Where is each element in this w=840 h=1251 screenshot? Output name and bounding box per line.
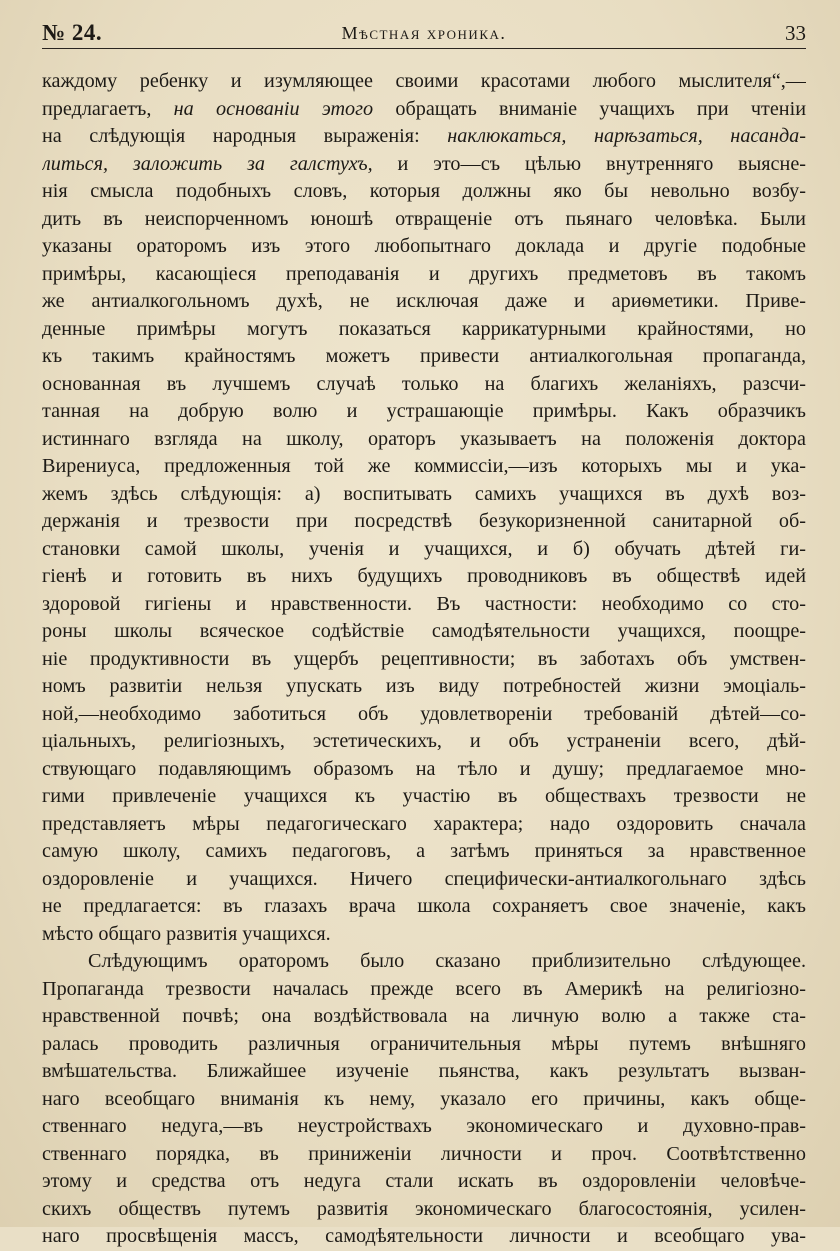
text-line <box>42 233 806 261</box>
text-segment: на слѣдующія народныя выраженія: <box>42 125 448 147</box>
text-line <box>42 206 806 234</box>
text-line <box>42 563 806 591</box>
text-segment: же антиалкогольномъ духѣ, не исключая даже и ариѳметики. Приве- <box>42 290 806 312</box>
text-line <box>42 921 806 949</box>
text-segment: Пропаганда трезвости началась прежде всего въ Америкѣ на религіозно- <box>42 977 806 1000</box>
text-segment: не предлагается: въ глазахъ врача школа сохраняетъ свое значеніе, какъ <box>42 895 806 917</box>
text-line <box>42 728 806 756</box>
text-segment: скихъ обществъ путемъ развитія экономическаго благосостоянія, усилен- <box>42 1197 806 1220</box>
text-line <box>42 96 806 124</box>
text-segment: мѣсто общаго развитія учащихся. <box>42 922 331 945</box>
text-line <box>42 618 806 646</box>
text-segment: номъ развитіи нельзя упускать изъ виду потребностей жизни эмоціаль- <box>42 675 806 697</box>
text-line <box>42 1031 806 1059</box>
text-line <box>42 1141 806 1169</box>
text-segment: самую школу, самихъ педагоговъ, а затѣмъ приняться за нравственное <box>42 840 806 862</box>
text-line <box>42 371 806 399</box>
text-line <box>42 783 806 811</box>
text-line <box>42 261 806 289</box>
text-segment: примѣры, касающіеся преподаванія и другихъ предметовъ въ такомъ <box>42 262 806 285</box>
text-segment: ной,—необходимо заботиться объ удовлетвореніи требованій дѣтей—со- <box>42 702 806 725</box>
text-line <box>42 1168 806 1196</box>
text-segment: представляетъ мѣры педагогическаго характера; надо оздоровить сначала <box>42 812 806 835</box>
text-line <box>42 646 806 674</box>
text-line <box>42 673 806 701</box>
text-line <box>42 1003 806 1031</box>
text-segment: обращать вниманіе учащихъ при чтеніи <box>373 97 806 120</box>
text-segment: оздоровленіе и учащихся. Ничего специфически-антиалкогольнаго здѣсь <box>42 867 806 890</box>
text-segment: вмѣшательства. Ближайшее изученіе пьянства, какъ результатъ вызван- <box>42 1060 806 1082</box>
text-segment: къ такимъ крайностямъ можетъ привести антиалкогольная пропаганда, <box>42 345 806 367</box>
text-line <box>42 178 806 206</box>
text-segment: Слѣдующимъ ораторомъ было сказано приблизительно слѣдующее. <box>88 950 806 972</box>
text-segment: роны школы всяческое содѣйствіе самодѣятельности учащихся, поощре- <box>42 620 806 642</box>
italic-segment: на основаніи этого <box>173 97 374 120</box>
text-segment: становки самой школы, ученія и учащихся, и б) обучать дѣтей ги- <box>42 537 806 560</box>
italic-segment: наклюкаться, нарѣзаться, насанда- <box>447 125 806 147</box>
text-line <box>42 481 806 509</box>
text-segment: указаны ораторомъ изъ этого любопытнаго доклада и другіе подобные <box>42 235 806 257</box>
text-line <box>42 426 806 454</box>
text-segment: денные примѣры могутъ показаться каррикатурными крайностями, но <box>42 317 806 340</box>
text-line <box>42 811 806 839</box>
running-header <box>42 18 806 49</box>
text-line <box>42 123 806 151</box>
text-segment: дить въ неиспорченномъ юношѣ отвращеніе отъ пьянаго человѣка. Были <box>42 207 806 230</box>
text-segment: Вирениуса, предложенныя той же коммиссіи,—изъ которыхъ мы и ука- <box>42 455 806 477</box>
text-line <box>42 866 806 894</box>
text-line <box>42 508 806 536</box>
article-body <box>42 68 806 1251</box>
italic-segment: литься, заложить за галстухъ, <box>42 152 373 175</box>
text-segment: этому и средства отъ недуга стали искать въ оздоровленіи человѣче- <box>42 1170 806 1192</box>
text-segment: жемъ здѣсь слѣдующія: а) воспитывать самихъ учащихся въ духѣ воз- <box>42 482 806 505</box>
text-line <box>42 701 806 729</box>
page-number: 33 <box>785 21 806 45</box>
text-line <box>42 838 806 866</box>
text-line <box>42 1113 806 1141</box>
text-line <box>42 316 806 344</box>
text-segment: каждому ребенку и изумляющее своими красотами любого мыслителя“,— <box>42 70 806 92</box>
text-line <box>42 68 806 96</box>
text-line <box>42 343 806 371</box>
text-line <box>42 398 806 426</box>
text-segment: гими привлеченіе учащихся къ участію въ обществахъ трезвости не <box>42 785 806 807</box>
text-segment: ственнаго порядка, въ приниженіи личности и проч. Соотвѣтственно <box>42 1142 806 1165</box>
text-segment: гіенѣ и готовить въ нихъ будущихъ проводниковъ въ обществѣ идей <box>42 565 806 587</box>
text-segment: истиннаго взгляда на школу, ораторъ указываетъ на положенія доктора <box>42 427 806 450</box>
text-line <box>42 288 806 316</box>
text-line <box>42 536 806 564</box>
text-line <box>42 151 806 179</box>
text-segment: основанная въ лучшемъ случаѣ только на благихъ желаніяхъ, разсчи- <box>42 372 806 395</box>
text-segment: ственнаго недуга,—въ неустройствахъ экономическаго и духовно-прав- <box>42 1115 806 1137</box>
text-segment: ствующаго подавляющимъ образомъ на тѣло и душу; предлагаемое мно- <box>42 757 806 780</box>
text-line <box>42 591 806 619</box>
text-segment: предлагаетъ, <box>42 97 174 120</box>
text-line <box>42 1196 806 1224</box>
text-segment: держанія и трезвости при посредствѣ безукоризненной санитарной об- <box>42 510 806 532</box>
text-segment: ралась проводить различныя ограничительныя мѣры путемъ внѣшняго <box>42 1032 806 1055</box>
text-line <box>42 1223 806 1251</box>
text-line <box>42 948 806 976</box>
text-segment: танная на добрую волю и устрашающіе примѣры. Какъ образчикъ <box>42 400 806 422</box>
text-line <box>42 756 806 784</box>
text-segment: и это—съ цѣлью внутренняго выясне- <box>372 152 806 175</box>
text-segment: здоровой гигіены и нравственности. Въ частности: необходимо со сто- <box>42 592 806 615</box>
text-line <box>42 976 806 1004</box>
text-line <box>42 893 806 921</box>
text-segment: ціальныхъ, религіозныхъ, эстетическихъ, и объ устраненіи всего, дѣй- <box>42 730 806 752</box>
section-title: Мѣстная хроника. <box>341 23 507 43</box>
text-line <box>42 453 806 481</box>
text-line <box>42 1086 806 1114</box>
text-segment: нія смысла подобныхъ словъ, которыя должны яко бы невольно возбу- <box>42 180 806 202</box>
text-line <box>42 1058 806 1086</box>
text-segment: наго всеобщаго вниманія къ нему, указало его причины, какъ обще- <box>42 1087 806 1110</box>
issue-number: № 24. <box>42 20 103 45</box>
text-segment: нравственной почвѣ; она воздѣйствовала на личную волю а также ста- <box>42 1005 806 1027</box>
text-segment: наго просвѣщенія массъ, самодѣятельности личности и всеобщаго ува- <box>42 1225 806 1247</box>
text-segment: ніе продуктивности въ ущербъ рецептивности; въ заботахъ объ умствен- <box>42 647 806 670</box>
